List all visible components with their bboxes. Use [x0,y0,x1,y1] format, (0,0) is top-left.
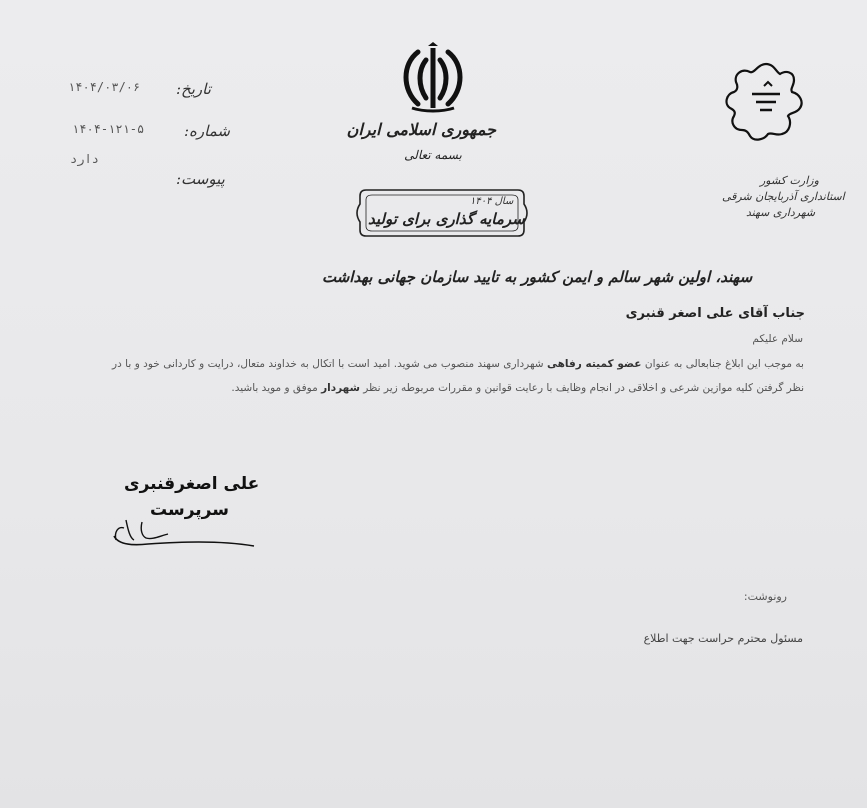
greeting: سلام علیکم [752,333,803,345]
date-value: ۱۴۰۴/۰۳/۰۶ [68,80,141,94]
iran-emblem-icon [398,42,468,114]
muni-line-3: شهرداری سهند [746,206,816,219]
body-part-2: شهرداری سهند منصوب می شوید. امید است با اتکال به خداوند متعال، درایت و کاردانی خود و با در نظر گرفتن کلیه موازین شرعی و اخلاقی در انجام وظایف با رعایت قوانین و مقررات مربوطه زیر نظر [112,358,804,394]
body-part-1: به موجب این ابلاغ جنابعالی به عنوان [641,358,804,370]
signer-title: سرپرست [150,500,229,520]
body-role: عضو کمیته رفاهی [547,358,642,370]
attachment-value: دارد [70,152,99,166]
muni-line-1: وزارت کشور [760,174,819,187]
date-label: تاریخ: [176,80,211,98]
basmala: بسمه تعالی [404,148,462,162]
recipient-name: جناب آقای علی اصغر قنبری [625,306,805,321]
banner-text: سهند، اولین شهر سالم و ایمن کشور به تایید سازمان جهانی بهداشت [322,268,753,286]
municipality-logo-icon [720,58,812,154]
handwritten-signature-icon [108,510,258,554]
signer-name: علی اصغرقنبری [124,474,260,494]
country-name: جمهوری اسلامی ایران [346,120,496,139]
number-value: ۱۴۰۴-۱۲۱-۵ [72,122,145,136]
body-part-3: موفق و موید باشید. [231,382,322,394]
cc-recipient: مسئول محترم حراست جهت اطلاع [643,632,803,645]
muni-line-2: استانداری آذربایجان شرقی [722,190,845,203]
cc-label: رونوشت: [743,590,787,603]
slogan-year: سال ۱۴۰۴ [470,196,514,207]
slogan-text: سرمایه گذاری برای تولید [368,210,525,228]
body-supervisor: شهردار [321,382,360,394]
letter-body [112,352,804,400]
number-label: شماره: [184,122,230,140]
attachment-label: پیوست: [176,170,225,188]
